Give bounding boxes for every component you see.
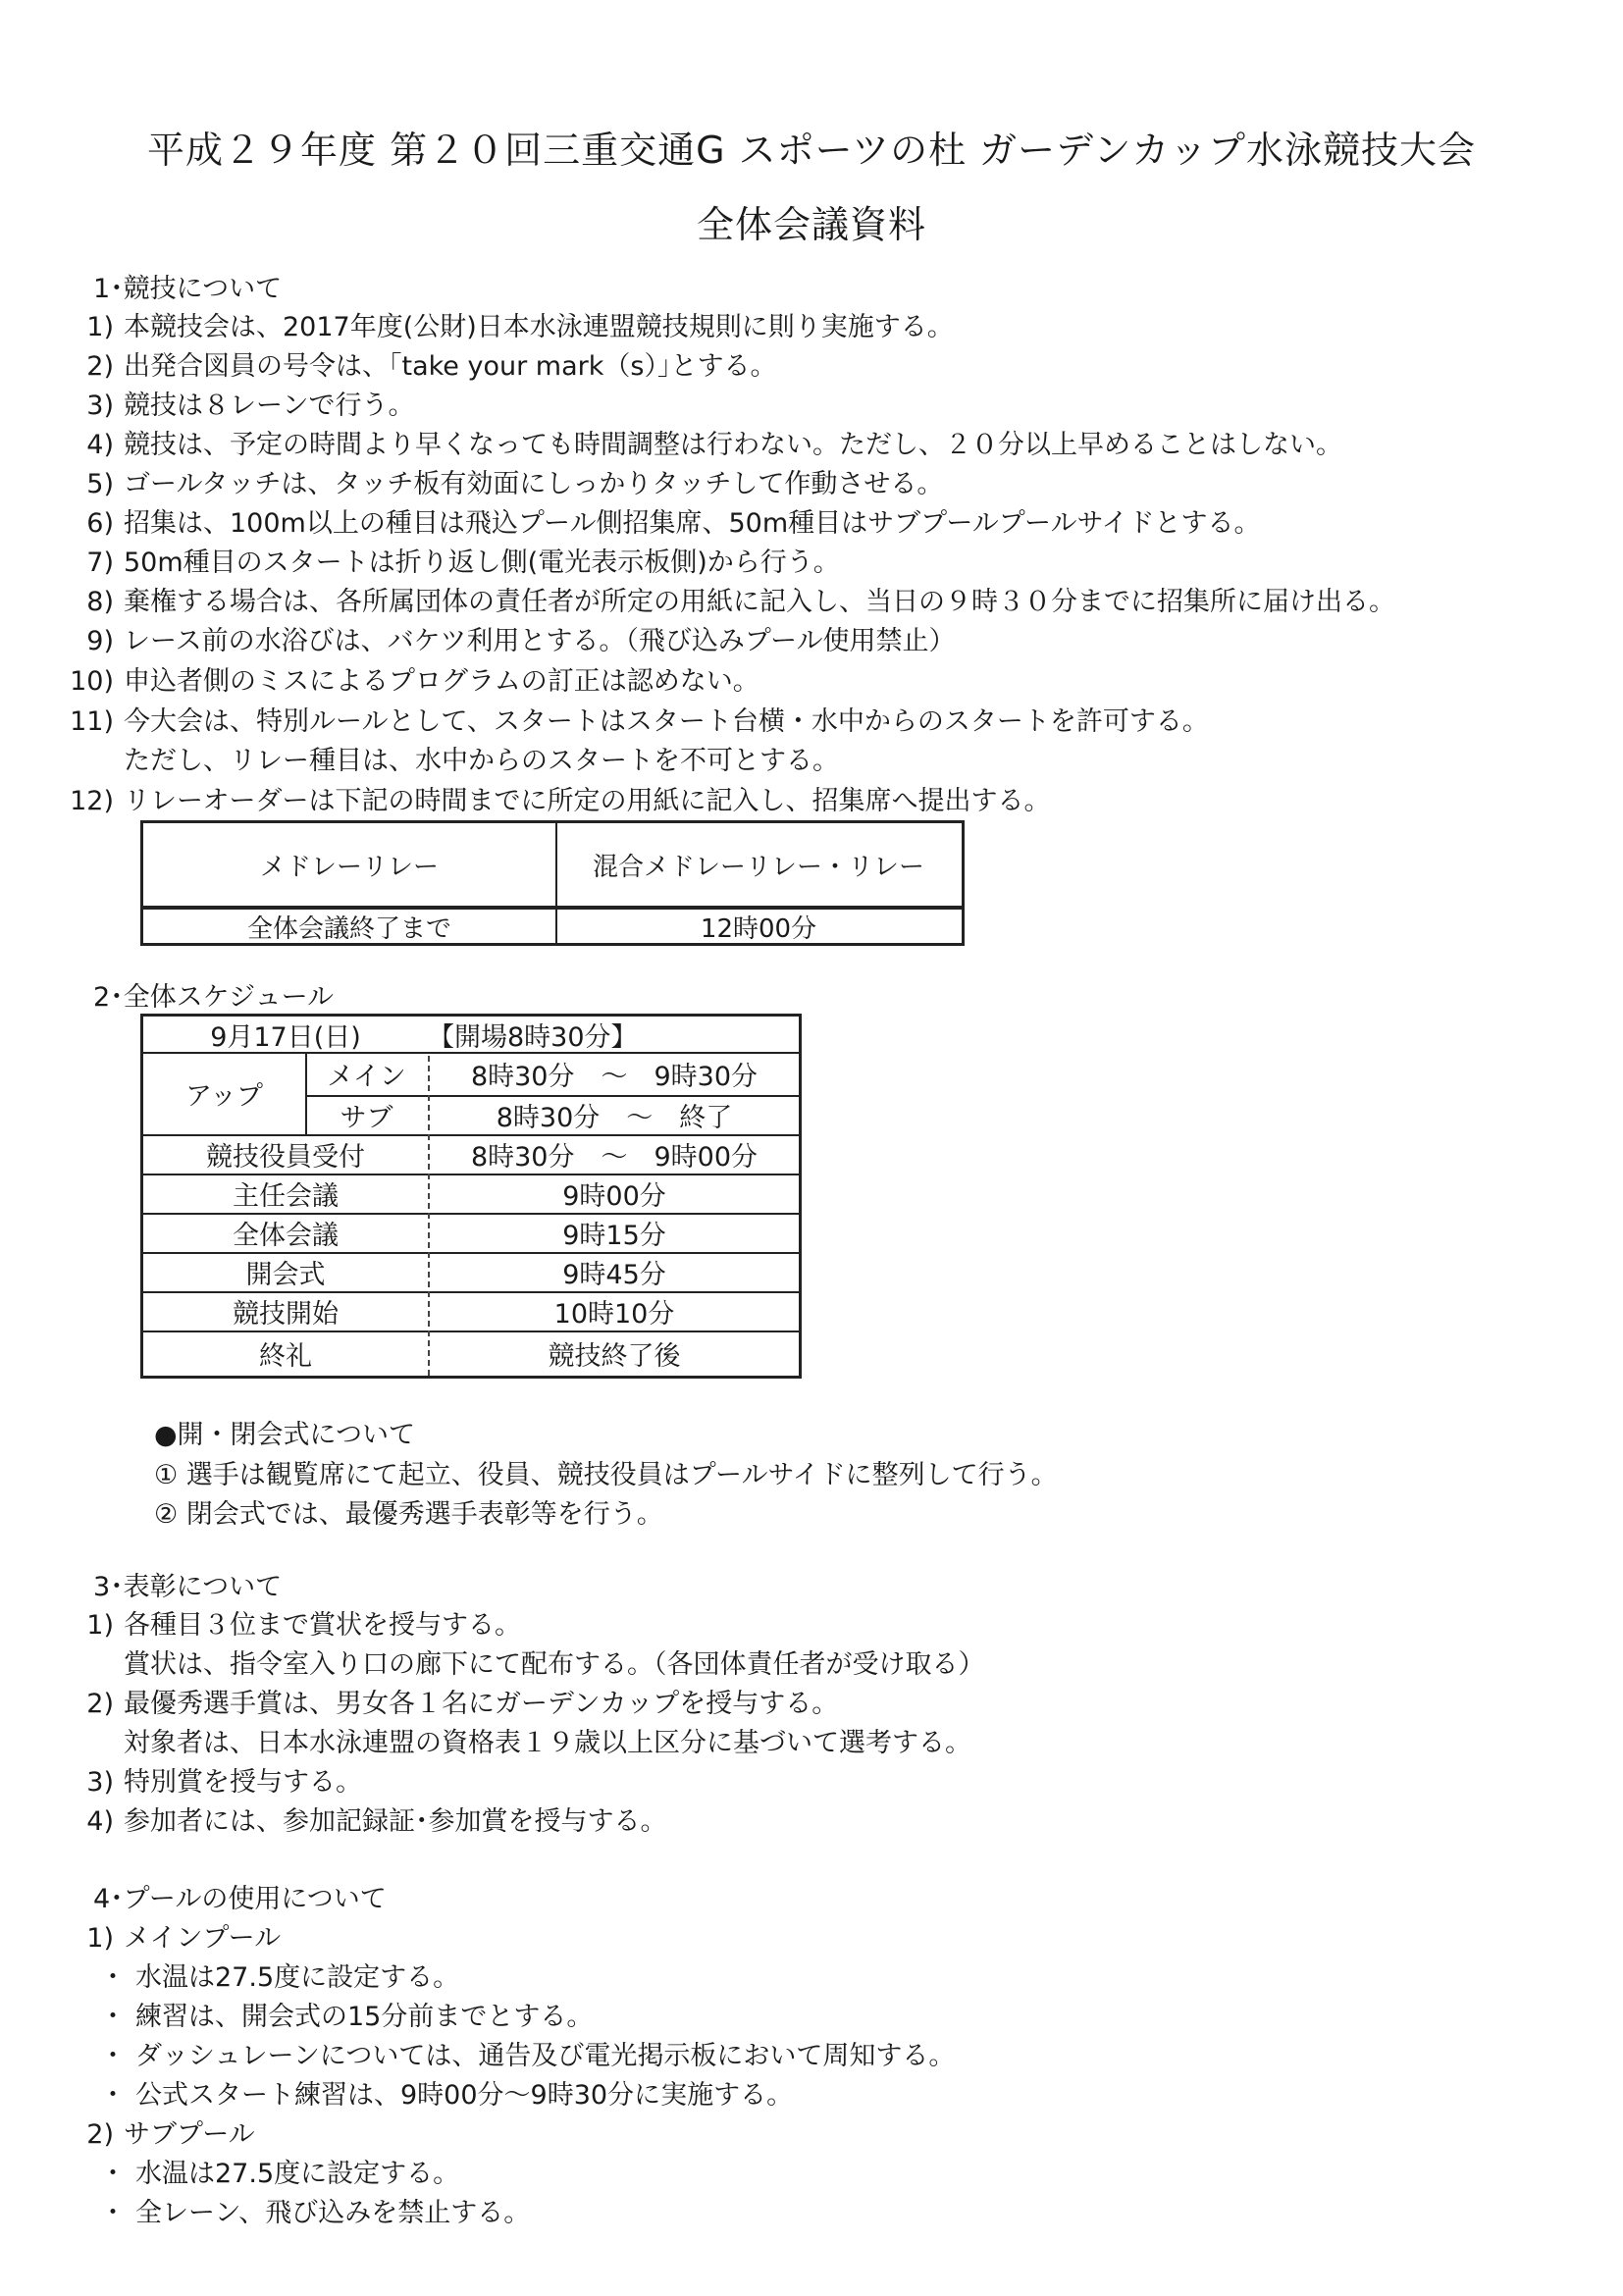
main-pool-item: ・ 水温は27.5度に設定する。 [99, 1962, 460, 1993]
schedule-warmup-sub: サブ [340, 1102, 393, 1133]
section1-item: 1) 本競技会は、2017年度(公財)日本水泳連盟競技規則に則り実施する。 [86, 312, 954, 342]
section3-item: 3) 特別賞を授与する。 [86, 1767, 362, 1798]
section3-item: 2) 最優秀選手賞は、男女各１名にガーデンカップを授与する。 [86, 1689, 839, 1719]
section1-heading: 1･競技について [93, 274, 283, 304]
relay-header-medley: メドレーリレー [259, 852, 439, 882]
section1-item: 10) 申込者側のミスによるプログラムの訂正は認めない。 [70, 666, 759, 697]
section1-item: ただし、リレー種目は、水中からのスタートを不可とする。 [124, 746, 839, 776]
schedule-row-time: 8時30分 ～ 9時00分 [470, 1141, 759, 1173]
sub-pool-heading: 2) サブプール [86, 2119, 255, 2150]
schedule-row-time: 10時10分 [553, 1298, 675, 1330]
section1-item: 7) 50m種目のスタートは折り返し側(電光表示板側)から行う。 [86, 548, 840, 578]
schedule-row-label: 競技開始 [233, 1298, 339, 1330]
section1-item: 3) 競技は８レーンで行う。 [86, 391, 415, 421]
schedule-row-label: 競技役員受付 [206, 1141, 365, 1173]
section1-item: 4) 競技は、予定の時間より早くなっても時間調整は行わない。ただし、２０分以上早めることはしない。 [86, 430, 1342, 460]
section1-item: 9) レース前の水浴びは、バケツ利用とする。（飛び込みプール使用禁止） [86, 626, 956, 656]
section3-item: 賞状は、指令室入り口の廊下にて配布する。（各団体責任者が受け取る） [124, 1649, 985, 1680]
main-pool-heading: 1) メインプール [86, 1923, 282, 1954]
schedule-date: 9月17日(日) [210, 1021, 361, 1053]
section1-item: 2) 出発合図員の号令は、｢take your mark（s）｣とする。 [86, 351, 777, 382]
sub-pool-item: ・ 全レーン、飛び込みを禁止する。 [99, 2198, 531, 2228]
document-subtitle: 全体会議資料 [696, 203, 926, 246]
schedule-row-label: 終礼 [259, 1340, 312, 1372]
ceremony-item: ① 選手は観覧席にて起立、役員、競技役員はプールサイドに整列して行う。 [154, 1460, 1058, 1490]
schedule-warmup-main: メイン [327, 1061, 406, 1092]
ceremony-item: ② 閉会式では、最優秀選手表彰等を行う。 [154, 1499, 663, 1530]
sub-pool-item: ・ 水温は27.5度に設定する。 [99, 2159, 460, 2189]
schedule-row-label: 主任会議 [233, 1180, 339, 1212]
relay-deadline-table [140, 820, 965, 946]
section3-item: 4) 参加者には、参加記録証･参加賞を授与する。 [86, 1806, 667, 1837]
main-pool-item: ・ 練習は、開会式の15分前までとする。 [99, 2002, 594, 2032]
schedule-warmup-label: アップ [184, 1080, 264, 1112]
section3-heading: 3･表彰について [93, 1572, 283, 1602]
main-pool-item: ・ 公式スタート練習は、9時00分～9時30分に実施する。 [99, 2080, 794, 2111]
section1-item: 11) 今大会は、特別ルールとして、スタートはスタート台横・水中からのスタートを許可する。 [70, 706, 1209, 737]
schedule-row-label: 開会式 [245, 1259, 326, 1290]
section1-item: 12) リレーオーダーは下記の時間までに所定の用紙に記入し、招集席へ提出する。 [70, 786, 1051, 816]
section2-heading: 2･全体スケジュール [93, 982, 335, 1013]
relay-value-medley: 全体会議終了まで [246, 913, 451, 944]
schedule-row-time: 9時15分 [562, 1220, 666, 1251]
section3-item: 対象者は、日本水泳連盟の資格表１９歳以上区分に基づいて選考する。 [124, 1728, 971, 1758]
section4-heading: 4･プールの使用について [93, 1884, 387, 1914]
section1-item: 6) 招集は、100m以上の種目は飛込プール側招集席、50m種目はサブプールプールサイドとする。 [86, 508, 1261, 539]
schedule-open-time: 【開場8時30分】 [428, 1021, 638, 1053]
ceremony-heading: ●開・閉会式について [154, 1420, 416, 1450]
relay-value-mixed: 12時00分 [700, 913, 817, 944]
main-pool-item: ・ ダッシュレーンについては、通告及び電光掲示板において周知する。 [99, 2041, 956, 2071]
section1-item: 8) 棄権する場合は、各所属団体の責任者が所定の用紙に記入し、当日の９時３０分までに招集所に届け出る。 [86, 587, 1395, 617]
relay-header-mixed: 混合メドレーリレー・リレー [592, 852, 924, 882]
schedule-row-label: 全体会議 [233, 1220, 339, 1251]
schedule-warmup-main-time: 8時30分 ～ 9時30分 [470, 1061, 759, 1092]
section1-item: 5) ゴールタッチは、タッチ板有効面にしっかりタッチして作動させる。 [86, 469, 944, 499]
schedule-row-time: 9時00分 [562, 1180, 666, 1212]
document-title: 平成２９年度 第２０回三重交通G スポーツの杜 ガーデンカップ水泳競技大会 [146, 129, 1477, 172]
schedule-row-time: 競技終了後 [548, 1340, 681, 1372]
schedule-row-time: 9時45分 [562, 1259, 666, 1290]
section3-item: 1) 各種目３位まで賞状を授与する。 [86, 1610, 521, 1641]
schedule-table [140, 1014, 802, 1379]
schedule-warmup-sub-time: 8時30分 ～ 終了 [496, 1102, 733, 1133]
